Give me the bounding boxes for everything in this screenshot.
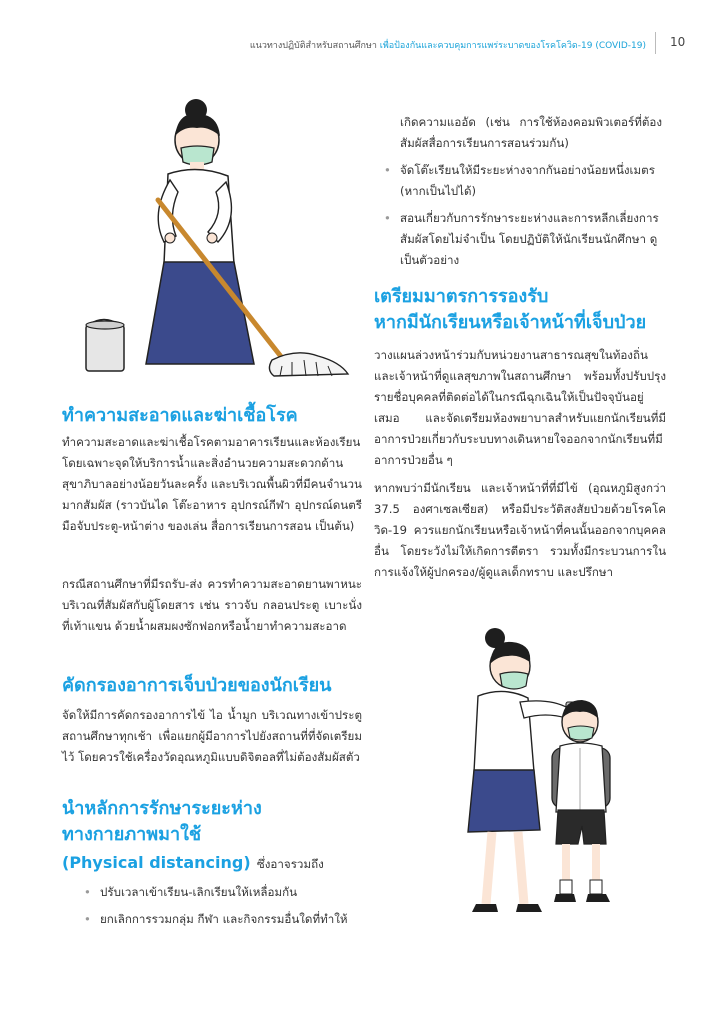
teacher-checking-student-temperature-illustration [400, 622, 640, 922]
prepare-paragraph-1: วางแผนล่วงหน้าร่วมกับหน่วยงานสาธารณสุขในท้องถิ่นและเจ้าหน้าที่ดูแลสุขภาพในสถานศึกษา พร้อมทั้งปรับปรุงรายชื่อบุคคลที่ติดต่อได้ในกรณีฉุกเฉินให้เป็นปัจจุบันอยู่เสมอ และจัดเตรียมห้องพยาบาลสำหรับแยกนักเรียนที่มีอาการป่วยเกี่ยวกับระบบทางเดินหายใจออกจากนักเรียนที่มีอาการป่วยอื่น ๆ [374, 348, 666, 467]
clean-paragraph-1: ทำความสะอาดและฆ่าเชื้อโรคตามอาคารเรียนและห้องเรียน โดยเฉพาะจุดให้บริการน้ำและสิ่งอำนวยความสะดวกด้านสุขาภิบาลอย่างน้อยวันละครั้ง และบริเวณพื้นผิวที่มีคนจำนวนมากสัมผัส (ราวบันได โต๊ะอาหาร อุปกรณ์กีฬา อุปกรณ์ดนตรี มือจับประตู-หน้าต่าง ของเล่น สื่อการเรียนการสอน เป็นต้น) [62, 435, 362, 533]
bullet-text: ปรับเวลาเข้าเรียน-เลิกเรียนให้เหลื่อมกัน [100, 885, 298, 899]
running-title-highlight: เพื่อป้องกันและควบคุมการแพร่ระบาดของโรคโควิด-19 (COVID-19) [379, 41, 646, 51]
prepare-heading [374, 284, 674, 336]
bullet-dot-icon: • [384, 211, 391, 225]
bullet-text: ยกเลิกการรวมกลุ่ม กีฬา และกิจกรรมอื่นใดที่ทำให้ [100, 912, 348, 926]
woman-mopping-illustration [78, 92, 368, 392]
running-title [250, 38, 646, 52]
clean-heading: ทำความสะอาดและฆ่าเชื้อโรค [62, 405, 298, 426]
distance-heading-line1: นำหลักการรักษาระยะห่าง [62, 798, 262, 819]
bullet-dot-icon: • [84, 912, 91, 926]
list-item [82, 909, 364, 930]
prepare-paragraph-2: หากพบว่ามีนักเรียน และเจ้าหน้าที่ที่มีไข้ (อุณหภูมิสูงกว่า 37.5 องศาเซลเซียส) หรือมีประวัติสงสัยป่วยด้วยโรคโควิด-19 ควรแยกนักเรียนหรือเจ้าหน้าที่คนนั้นออกจากบุคคลอื่น โดยระวังไม่ให้เกิดการตีตรา รวมทั้งมีกระบวนการในการแจ้งให้ผู้ปกครอง/ผู้ดูแลเด็กทราบ และปรึกษา [374, 481, 666, 579]
right-bullet-list [382, 160, 664, 277]
distance-heading-en: (Physical distancing) [62, 853, 251, 872]
list-item [82, 882, 364, 903]
running-title-plain: แนวทางปฏิบัติสำหรับสถานศึกษา [249, 41, 377, 51]
bullet-text: จัดโต๊ะเรียนให้มีระยะห่างจากกันอย่างน้อยหนึ่งเมตร (หากเป็นไปได้) [400, 163, 655, 198]
bullet-dot-icon: • [384, 163, 391, 177]
distance-heading [62, 796, 372, 877]
continued-text: เกิดความแออัด (เช่น การใช้ห้องคอมพิวเตอร์ที่ต้องสัมผัสสื่อการเรียนการสอนร่วมกัน) [400, 115, 662, 150]
distance-heading-suffix: ซึ่งอาจรวมถึง [256, 857, 324, 871]
clean-paragraph-2: กรณีสถานศึกษาที่มีรถรับ-ส่ง ควรทำความสะอาดยานพาหนะบริเวณที่สัมผัสกับผู้โดยสาร เช่น ราวจับ กลอนประตู เบาะนั่ง ที่เท้าแขน ด้วยน้ำผสมผงซักฟอกหรือน้ำยาทำความสะอาด [62, 577, 362, 633]
screen-heading: คัดกรองอาการเจ็บป่วยของนักเรียน [62, 675, 332, 696]
prepare-heading-line1: เตรียมมาตรการรองรับ [374, 286, 549, 307]
screen-paragraph: จัดให้มีการคัดกรองอาการไข้ ไอ น้ำมูก บริเวณทางเข้าประตูสถานศึกษาทุกเช้า เพื่อแยกผู้มีอาการไปยังสถานที่ที่จัดเตรียมไว้ โดยควรใช้เครื่องวัดอุณหภูมิแบบดิจิตอลที่ไม่ต้องสัมผัสตัว [62, 708, 362, 764]
page-header [0, 32, 724, 54]
distance-heading-line2: ทางกายภาพมาใช้ [62, 824, 202, 845]
header-divider [655, 32, 656, 54]
bucket-icon [86, 320, 124, 372]
distance-bullet-list [82, 882, 364, 936]
page-number: 10 [670, 35, 686, 49]
prepare-heading-line2: หากมีนักเรียนหรือเจ้าหน้าที่เจ็บป่วย [374, 312, 647, 333]
distance-heading-line3 [62, 850, 372, 877]
list-item [382, 160, 664, 202]
list-item [382, 208, 664, 271]
bullet-text: สอนเกี่ยวกับการรักษาระยะห่างและการหลีกเลี่ยงการสัมผัสโดยไม่จำเป็น โดยปฏิบัติให้นักเรียนนักศึกษา ดูเป็นตัวอย่าง [400, 211, 659, 267]
bullet-dot-icon: • [84, 885, 91, 899]
